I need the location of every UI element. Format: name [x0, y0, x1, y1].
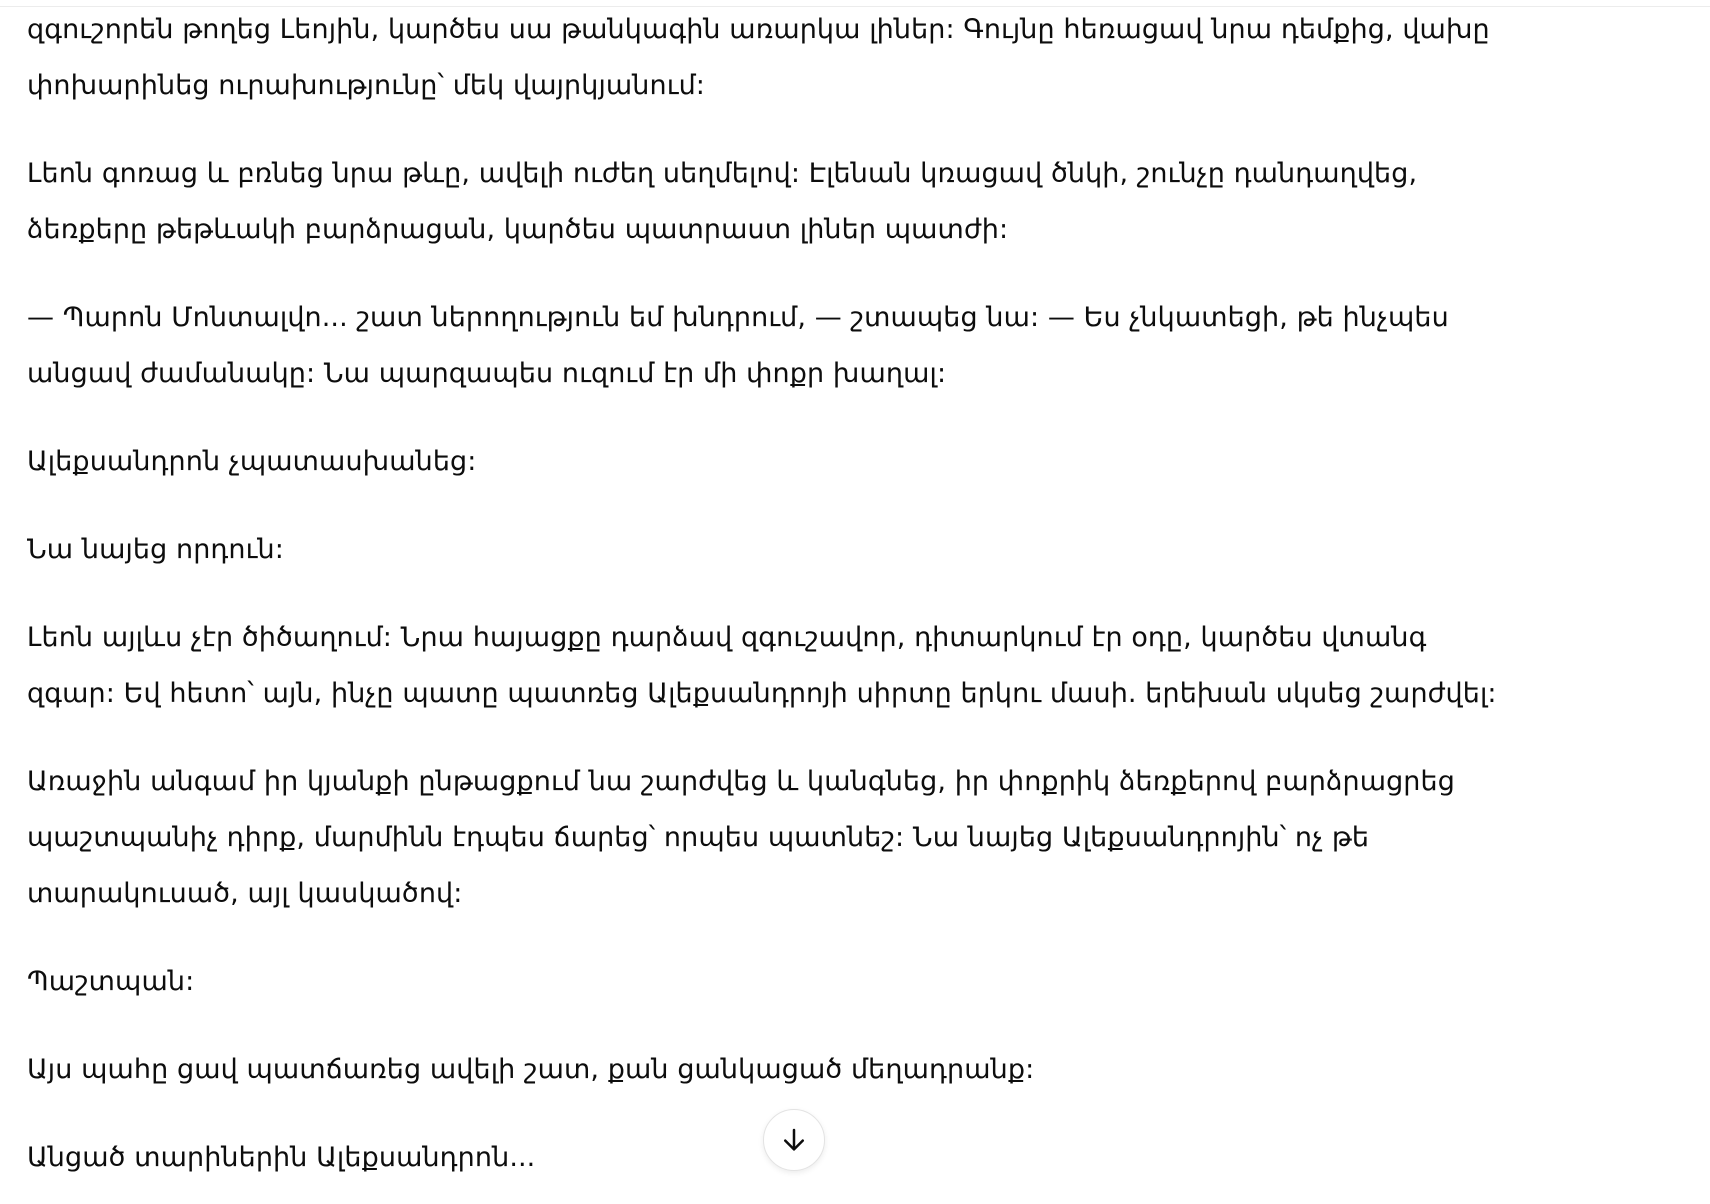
- paragraph-line: անցավ ժամանակը: Նա պարզապես ուզում էր մի փոքր խաղալ:: [27, 358, 947, 389]
- message-paragraph: [27, 954, 1627, 1010]
- assistant-message: [27, 0, 1627, 1186]
- message-paragraph: [27, 610, 1627, 722]
- message-paragraph: [27, 290, 1627, 402]
- paragraph-line: Նա նայեց որդուն:: [27, 534, 284, 565]
- paragraph-line: Պաշտպան:: [27, 966, 195, 997]
- message-paragraph: [27, 754, 1627, 922]
- paragraph-line: փոխարինեց ուրախությունը՝ մեկ վայրկյանում:: [27, 70, 705, 101]
- paragraph-line: զգար: Եվ հետո՝ այն, ինչը պատը պատռեց Ալեքսանդրոյի սիրտը երկու մասի. երեխան սկսեց շարժվել:: [27, 678, 1497, 709]
- paragraph-line: Ալեքսանդրոն չպատասխանեց:: [27, 446, 477, 477]
- message-paragraph: [27, 2, 1627, 114]
- paragraph-line: — Պարոն Մոնտալվո... շատ ներողություն եմ խնդրում, — շտապեց նա: — Ես չնկատեցի, թե ինչպես: [27, 302, 1449, 333]
- message-paragraph: [27, 522, 1627, 578]
- paragraph-line: Այս պահը ցավ պատճառեց ավելի շատ, քան ցանկացած մեղադրանք:: [27, 1054, 1035, 1085]
- arrow-down-icon: [779, 1125, 809, 1155]
- message-paragraph: [27, 1130, 1627, 1186]
- scroll-to-bottom-button[interactable]: [763, 1109, 825, 1171]
- paragraph-line: Լեոն գոռաց և բռնեց նրա թևը, ավելի ուժեղ սեղմելով: Էլենան կռացավ ծնկի, շունչը դանդաղվեց,: [27, 158, 1418, 189]
- message-paragraph: [27, 434, 1627, 490]
- paragraph-line: տարակուսած, այլ կասկածով:: [27, 878, 463, 909]
- paragraph-line: զգուշորեն թողեց Լեոյին, կարծես սա թանկագին առարկա լիներ: Գույնը հեռացավ նրա դեմքից, վախը: [27, 14, 1490, 45]
- paragraph-line: պաշտպանիչ դիրք, մարմինն էդպես ճարեց՝ որպես պատնեշ: Նա նայեց Ալեքսանդրոյին՝ ոչ թե: [27, 822, 1370, 853]
- paragraph-line: Առաջին անգամ իր կյանքի ընթացքում նա շարժվեց և կանգնեց, իր փոքրիկ ձեռքերով բարձրացրեց: [27, 766, 1455, 797]
- paragraph-line: ձեռքերը թեթևակի բարձրացան, կարծես պատրաստ լիներ պատժի:: [27, 214, 1009, 245]
- paragraph-line: Անցած տարիներին Ալեքսանդրոն...: [27, 1142, 536, 1173]
- message-paragraph: [27, 1042, 1627, 1098]
- message-paragraph: [27, 146, 1627, 258]
- paragraph-line: Լեոն այլևս չէր ծիծաղում: Նրա հայացքը դարձավ զգուշավոր, դիտարկում էր օդը, կարծես վտանգ: [27, 622, 1427, 653]
